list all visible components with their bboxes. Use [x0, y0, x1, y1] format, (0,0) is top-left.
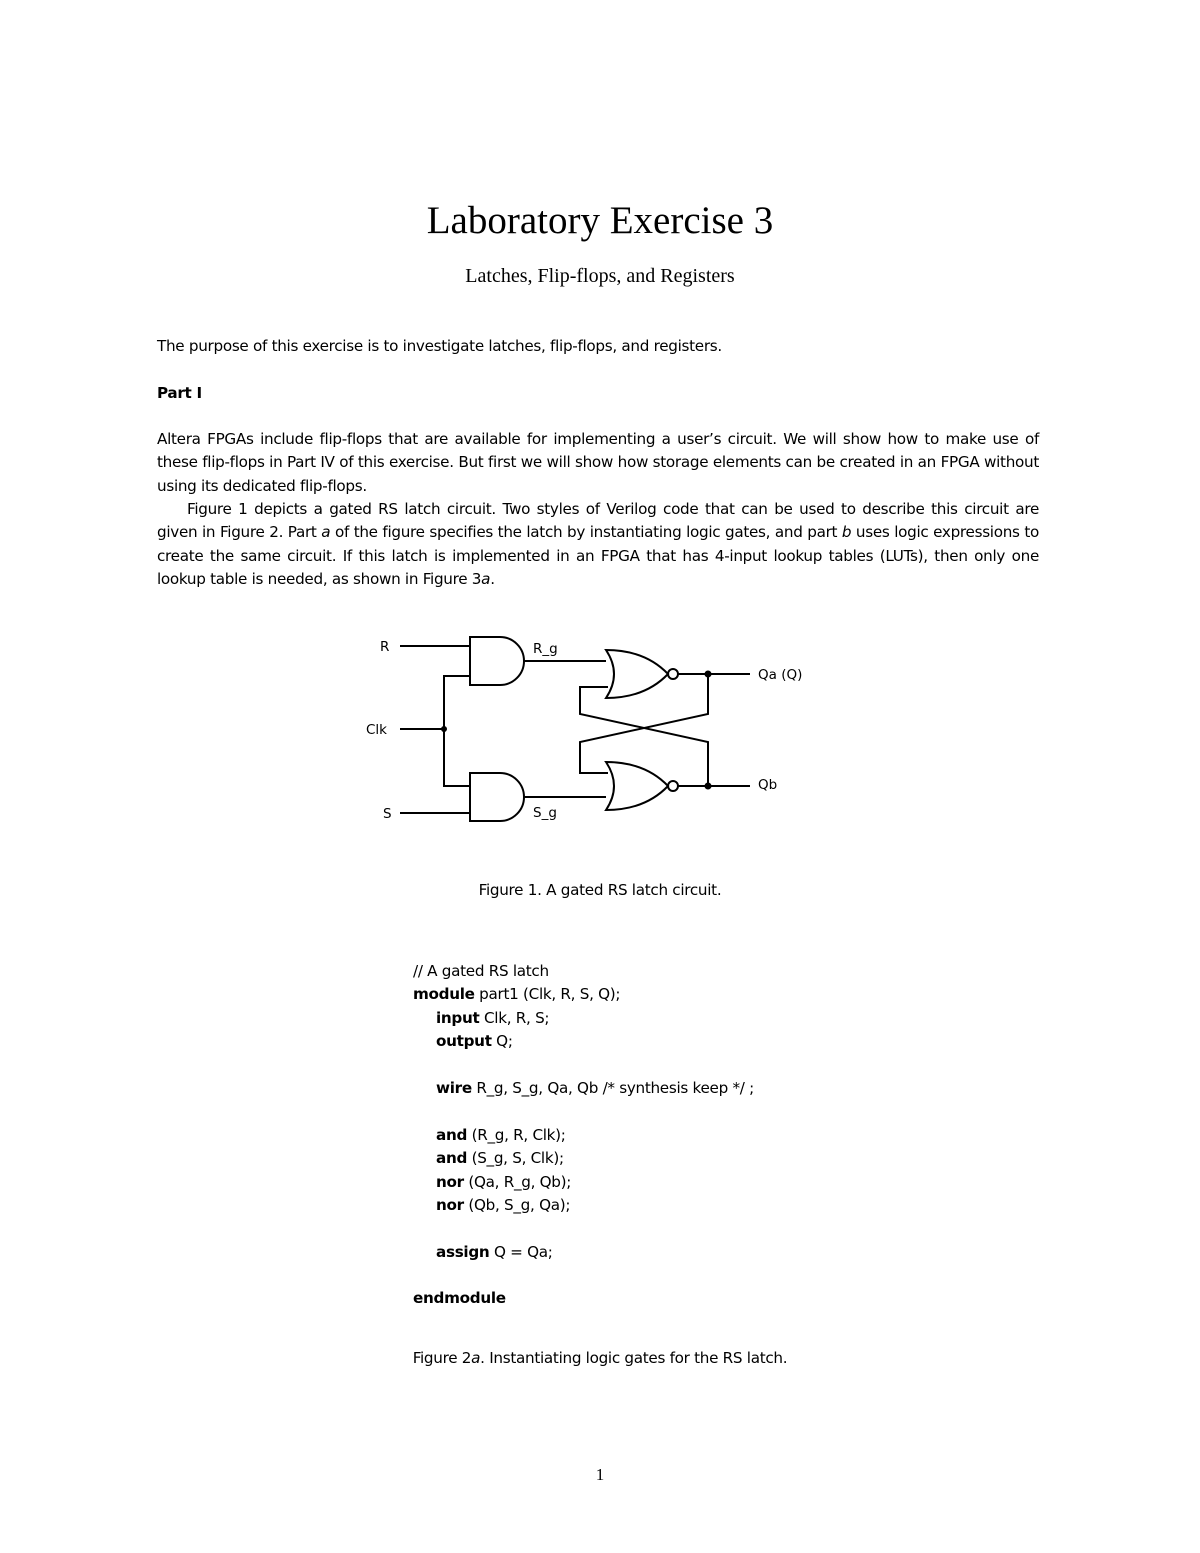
code-line-output [413, 1030, 913, 1053]
code-line-nor-1 [413, 1171, 913, 1194]
paragraph-1: Altera FPGAs include flip-flops that are available for implementing a user’s circuit. We will show how to make use of these flip-flops in Part IV of this exercise. But first we will show how storage elements can be created in an FPGA without using its dedicated flip-flops. [157, 430, 1039, 495]
code-keyword-input: input [436, 1008, 480, 1027]
figure-2a-caption-suffix: . Instantiating logic gates for the RS latch. [480, 1349, 788, 1367]
and-gate-bottom [470, 773, 524, 821]
code-line-input [413, 1007, 913, 1030]
paragraph-2-text-2: of the figure specifies the latch by instantiating logic gates, and part [330, 523, 842, 542]
intro-paragraph: The purpose of this exercise is to investigate latches, flip-flops, and registers. [157, 337, 722, 355]
wire-qa-feedback [580, 674, 708, 773]
nor-gate-bottom [606, 762, 668, 810]
figure-1-caption: Figure 1. A gated RS latch circuit. [478, 881, 722, 899]
code-line-wire [413, 1077, 913, 1100]
code-line-and-2 [413, 1147, 913, 1170]
paragraph-2 [157, 498, 1039, 591]
wire-qb-feedback [580, 687, 708, 786]
code-blank-line [413, 1054, 913, 1077]
code-assign-rest: Q = Qa; [489, 1242, 553, 1261]
figure-2a-caption-italic: a [471, 1349, 481, 1367]
code-keyword-assign: assign [436, 1242, 490, 1261]
code-and-1-rest: (R_g, R, Clk); [467, 1125, 566, 1144]
code-line-module [413, 983, 913, 1006]
code-input-rest: Clk, R, S; [479, 1008, 550, 1027]
page-title: Laboratory Exercise 3 [426, 199, 774, 242]
nor-gate-bottom-bubble [668, 781, 678, 791]
figure-2a-caption [0, 1347, 1200, 1370]
code-keyword-nor: nor [436, 1195, 464, 1214]
code-nor-2-rest: (Qb, S_g, Qa); [463, 1195, 571, 1214]
label-r: R [380, 639, 390, 655]
label-qb: Qb [758, 777, 778, 793]
code-blank-line [413, 1264, 913, 1287]
code-wire-rest: R_g, S_g, Qa, Qb /* synthesis keep */ ; [471, 1078, 754, 1097]
code-keyword-and: and [436, 1125, 468, 1144]
code-blank-line [413, 1217, 913, 1240]
label-qa: Qa (Q) [758, 667, 803, 683]
label-r-g: R_g [533, 641, 558, 657]
code-line-and-1 [413, 1124, 913, 1147]
code-keyword-output: output [436, 1032, 492, 1051]
junction-qa [705, 671, 712, 678]
figure-2a-caption-prefix: Figure 2 [412, 1349, 472, 1367]
nor-gate-top [606, 650, 668, 698]
paragraph-2-italic-a: a [321, 523, 331, 542]
paragraph-2-text-3: uses logic expressions to create the same circuit. If this latch is implemented in an FPGA that has 4-input lookup tables (LUTs), then only one lookup table is needed, as shown in Figure 3 [157, 523, 1039, 588]
label-s: S [383, 806, 392, 822]
code-keyword-wire: wire [436, 1078, 472, 1097]
code-nor-1-rest: (Qa, R_g, Qb); [463, 1172, 572, 1191]
code-keyword-module: module [413, 985, 475, 1004]
nor-gate-top-bubble [668, 669, 678, 679]
part-heading: Part I [157, 384, 202, 402]
code-line-comment: // A gated RS latch [413, 962, 549, 980]
paragraph-2-italic-a2: a [481, 569, 491, 588]
and-gate-top [470, 637, 524, 685]
gated-rs-latch-diagram [355, 625, 825, 840]
label-clk: Clk [366, 722, 387, 738]
page-number: 1 [595, 1465, 605, 1484]
code-and-2-rest: (S_g, S, Clk); [467, 1149, 564, 1168]
junction-clk [441, 726, 447, 732]
page-subtitle: Latches, Flip-flops, and Registers [465, 265, 735, 287]
wire-clk-split [444, 676, 470, 786]
code-line-endmodule [413, 1287, 913, 1310]
code-line-assign [413, 1241, 913, 1264]
verilog-code-listing [413, 960, 913, 1311]
code-blank-line [413, 1100, 913, 1123]
code-keyword-and: and [436, 1149, 468, 1168]
junction-qb [705, 783, 712, 790]
label-s-g: S_g [533, 805, 557, 821]
code-module-rest: part1 (Clk, R, S, Q); [474, 985, 621, 1004]
paragraph-2-italic-b: b [841, 523, 852, 542]
code-keyword-nor: nor [436, 1172, 464, 1191]
code-line-nor-2 [413, 1194, 913, 1217]
code-output-rest: Q; [491, 1032, 513, 1051]
paragraph-2-text-1: Figure 1 depicts a gated RS latch circuit. Two styles of Verilog code that can be used to describe this circuit are given in Figure 2. Part [157, 500, 1039, 542]
code-keyword-endmodule: endmodule [413, 1289, 506, 1308]
paragraph-2-text-4: . [490, 569, 495, 588]
